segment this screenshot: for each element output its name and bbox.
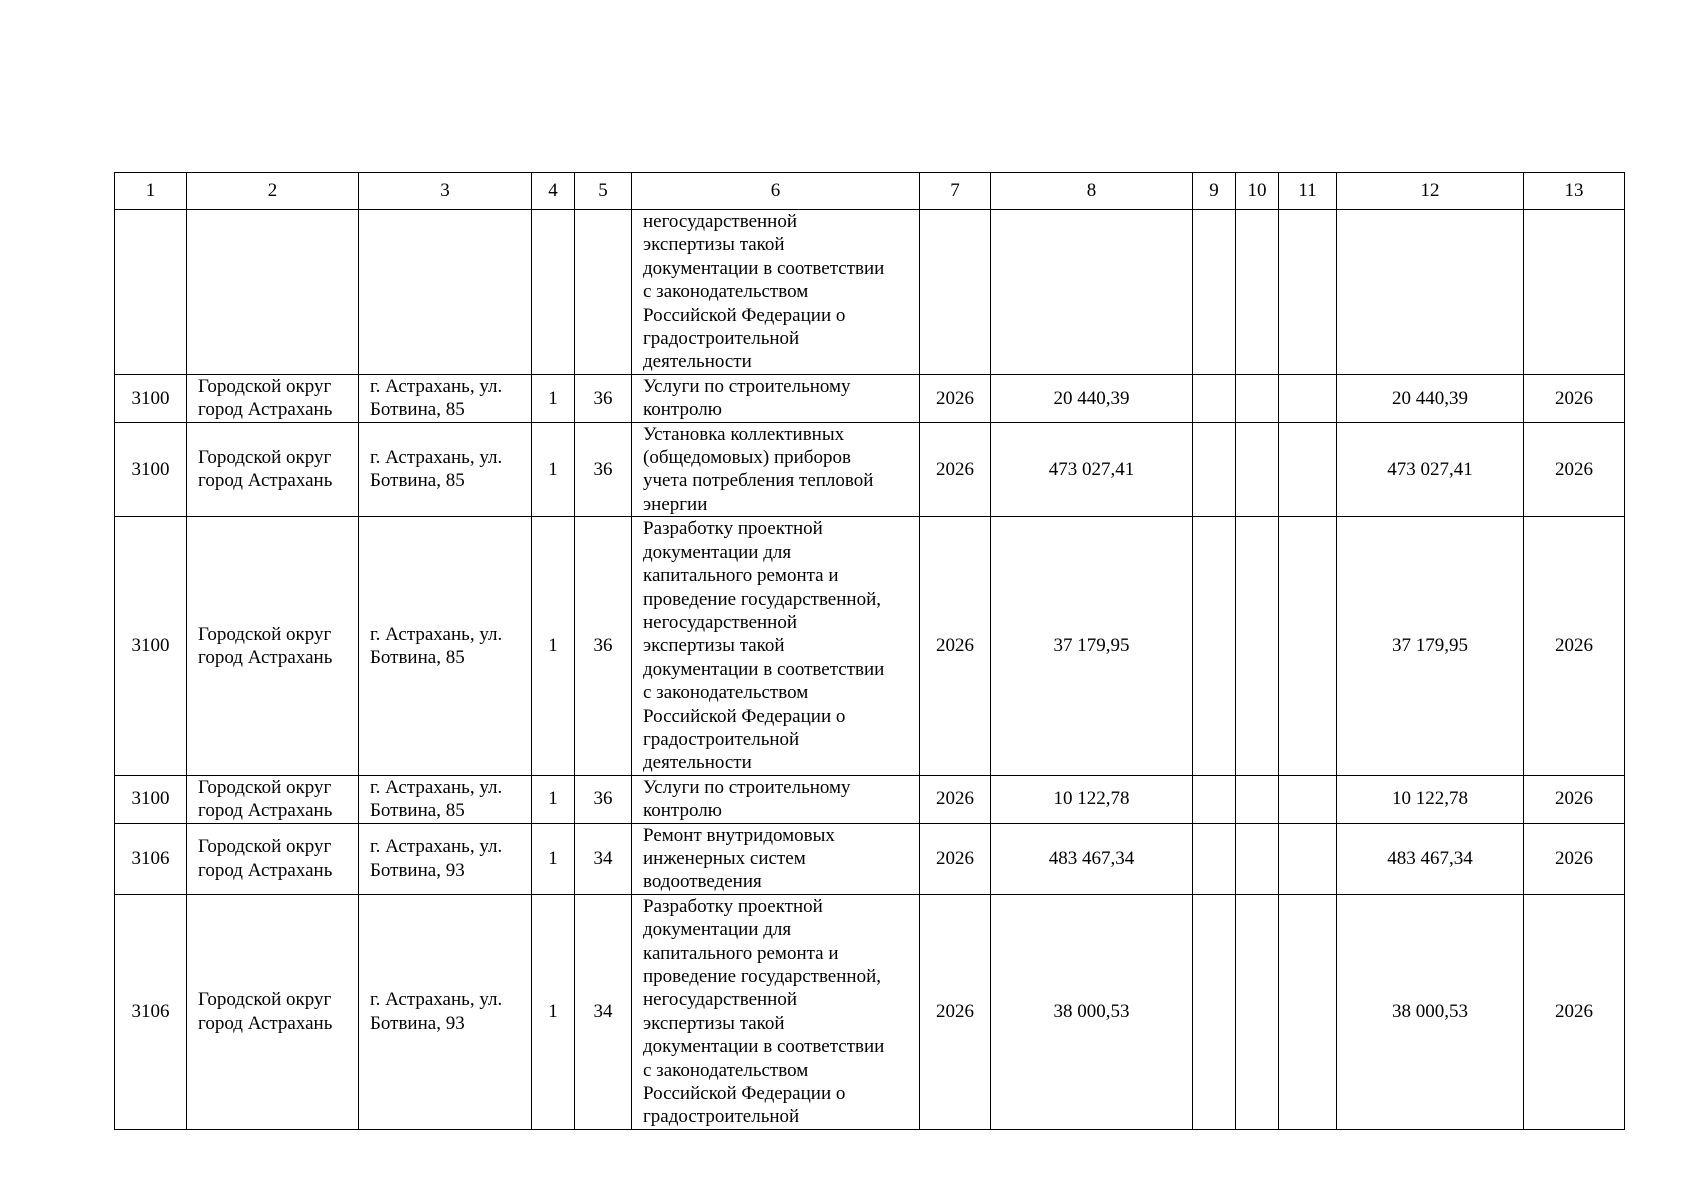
cell-work-type: Установка коллективных (общедомовых) приборов учета потребления тепловой энергии [632, 422, 920, 517]
cell-col-9 [1193, 775, 1236, 823]
cell-col-5: 36 [575, 422, 632, 517]
cell-col-4 [532, 210, 575, 375]
cell-municipality: Городской округ город Астрахань [187, 823, 359, 894]
cell-amount-total [1337, 210, 1524, 375]
cell-amount: 10 122,78 [991, 775, 1193, 823]
cell-col-10 [1236, 775, 1279, 823]
cell-col-11 [1279, 823, 1337, 894]
cell-address [359, 210, 532, 375]
col-number-10: 10 [1236, 173, 1279, 210]
cell-amount: 20 440,39 [991, 374, 1193, 422]
cell-year: 2026 [920, 894, 991, 1129]
cell-code: 3100 [115, 422, 187, 517]
cell-col-4: 1 [532, 374, 575, 422]
cell-year-end [1524, 210, 1625, 375]
col-number-12: 12 [1337, 173, 1524, 210]
cell-year: 2026 [920, 823, 991, 894]
cell-amount-total: 483 467,34 [1337, 823, 1524, 894]
col-number-5: 5 [575, 173, 632, 210]
cell-col-9 [1193, 422, 1236, 517]
cell-municipality [187, 210, 359, 375]
cell-col-5: 34 [575, 894, 632, 1129]
cell-code: 3106 [115, 823, 187, 894]
col-number-8: 8 [991, 173, 1193, 210]
col-number-4: 4 [532, 173, 575, 210]
cell-year [920, 210, 991, 375]
cell-col-11 [1279, 894, 1337, 1129]
cell-amount-total: 37 179,95 [1337, 517, 1524, 775]
cell-code: 3100 [115, 775, 187, 823]
cell-year-end: 2026 [1524, 823, 1625, 894]
cell-col-10 [1236, 374, 1279, 422]
table-row [115, 894, 1625, 1129]
cell-work-type: негосударственной экспертизы такой документации в соответствии с законодательством Российской Федерации о градостроительной деятельности [632, 210, 920, 375]
col-number-1: 1 [115, 173, 187, 210]
table-row [115, 422, 1625, 517]
col-number-7: 7 [920, 173, 991, 210]
cell-amount: 483 467,34 [991, 823, 1193, 894]
cell-code [115, 210, 187, 375]
cell-address: г. Астрахань, ул. Ботвина, 85 [359, 517, 532, 775]
cell-col-11 [1279, 517, 1337, 775]
cell-amount [991, 210, 1193, 375]
cell-work-type: Услуги по строительному контролю [632, 775, 920, 823]
cell-address: г. Астрахань, ул. Ботвина, 93 [359, 894, 532, 1129]
cell-col-4: 1 [532, 823, 575, 894]
cell-amount: 38 000,53 [991, 894, 1193, 1129]
cell-municipality: Городской округ город Астрахань [187, 894, 359, 1129]
cell-address: г. Астрахань, ул. Ботвина, 85 [359, 422, 532, 517]
cell-year-end: 2026 [1524, 894, 1625, 1129]
cell-year-end: 2026 [1524, 374, 1625, 422]
cell-year: 2026 [920, 422, 991, 517]
col-number-11: 11 [1279, 173, 1337, 210]
cell-municipality: Городской округ город Астрахань [187, 775, 359, 823]
cell-amount-total: 10 122,78 [1337, 775, 1524, 823]
cell-amount: 37 179,95 [991, 517, 1193, 775]
cell-code: 3100 [115, 374, 187, 422]
cell-amount-total: 473 027,41 [1337, 422, 1524, 517]
cell-col-5 [575, 210, 632, 375]
col-number-3: 3 [359, 173, 532, 210]
cell-amount-total: 38 000,53 [1337, 894, 1524, 1129]
cell-year: 2026 [920, 374, 991, 422]
cell-year-end: 2026 [1524, 517, 1625, 775]
cell-col-10 [1236, 894, 1279, 1129]
cell-col-9 [1193, 517, 1236, 775]
cell-col-4: 1 [532, 422, 575, 517]
cell-municipality: Городской округ город Астрахань [187, 422, 359, 517]
table-row [115, 775, 1625, 823]
cell-work-type: Разработку проектной документации для капитального ремонта и проведение государственной, негосударственной экспертизы такой документации в соответствии с законодательством Российской Федерации о градостроительной [632, 894, 920, 1129]
col-number-6: 6 [632, 173, 920, 210]
cell-col-9 [1193, 210, 1236, 375]
col-number-2: 2 [187, 173, 359, 210]
cell-address: г. Астрахань, ул. Ботвина, 85 [359, 775, 532, 823]
cell-col-9 [1193, 823, 1236, 894]
cell-address: г. Астрахань, ул. Ботвина, 93 [359, 823, 532, 894]
table-row [115, 517, 1625, 775]
cell-col-10 [1236, 422, 1279, 517]
cell-col-5: 36 [575, 517, 632, 775]
cell-amount-total: 20 440,39 [1337, 374, 1524, 422]
cell-municipality: Городской округ город Астрахань [187, 374, 359, 422]
cell-col-4: 1 [532, 517, 575, 775]
cell-work-type: Услуги по строительному контролю [632, 374, 920, 422]
cell-code: 3106 [115, 894, 187, 1129]
cell-col-4: 1 [532, 775, 575, 823]
table-row [115, 210, 1625, 375]
cell-col-10 [1236, 210, 1279, 375]
table-body [115, 173, 1625, 1130]
table-row [115, 374, 1625, 422]
cell-year-end: 2026 [1524, 775, 1625, 823]
cell-year-end: 2026 [1524, 422, 1625, 517]
cell-col-5: 34 [575, 823, 632, 894]
cell-col-5: 36 [575, 775, 632, 823]
cell-work-type: Разработку проектной документации для капитального ремонта и проведение государственной, негосударственной экспертизы такой документации в соответствии с законодательством Российской Федерации о градостроительной деятельности [632, 517, 920, 775]
col-number-9: 9 [1193, 173, 1236, 210]
cell-col-10 [1236, 823, 1279, 894]
cell-col-4: 1 [532, 894, 575, 1129]
cell-year: 2026 [920, 775, 991, 823]
cell-address: г. Астрахань, ул. Ботвина, 85 [359, 374, 532, 422]
cell-col-10 [1236, 517, 1279, 775]
cell-code: 3100 [115, 517, 187, 775]
cell-municipality: Городской округ город Астрахань [187, 517, 359, 775]
cell-col-5: 36 [575, 374, 632, 422]
column-number-row [115, 173, 1625, 210]
cell-col-11 [1279, 210, 1337, 375]
capital-repair-table [114, 172, 1625, 1130]
cell-col-11 [1279, 374, 1337, 422]
table-row [115, 823, 1625, 894]
col-number-13: 13 [1524, 173, 1625, 210]
cell-col-9 [1193, 894, 1236, 1129]
cell-amount: 473 027,41 [991, 422, 1193, 517]
cell-col-11 [1279, 775, 1337, 823]
cell-work-type: Ремонт внутридомовых инженерных систем водоотведения [632, 823, 920, 894]
cell-year: 2026 [920, 517, 991, 775]
cell-col-9 [1193, 374, 1236, 422]
cell-col-11 [1279, 422, 1337, 517]
